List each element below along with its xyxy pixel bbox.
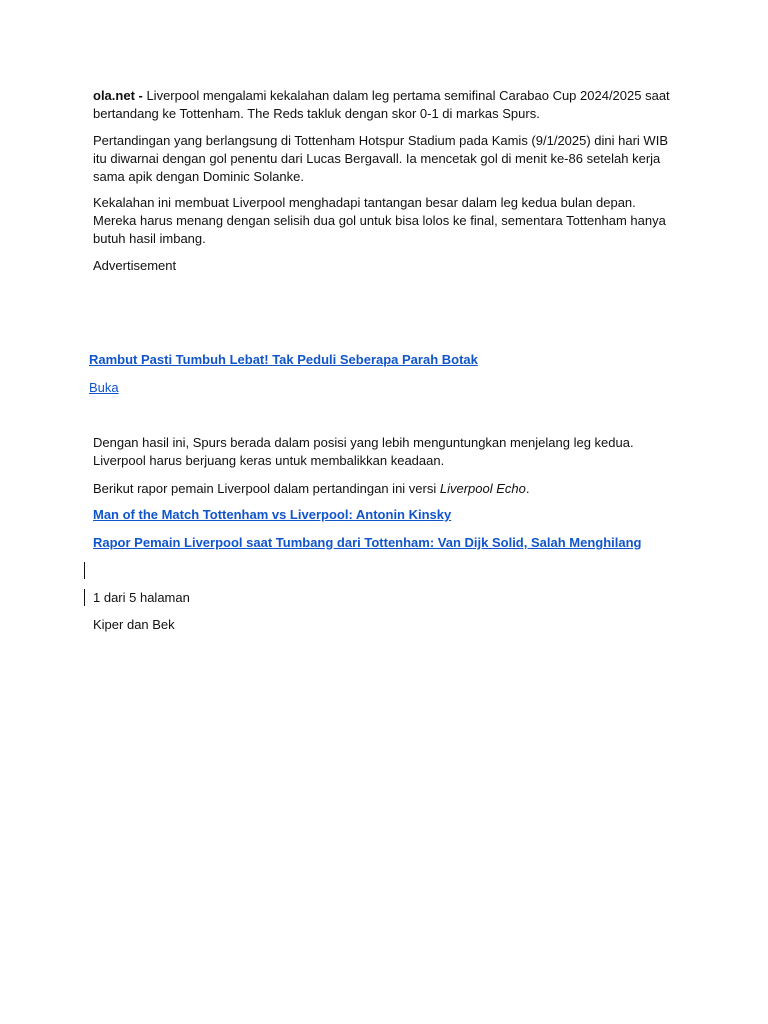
text-cursor-2 [84, 589, 85, 606]
ratings-intro-end: . [525, 481, 530, 496]
ad-title-text[interactable]: Rambut Pasti Tumbuh Lebat! Tak Peduli Seberapa Parah Botak [89, 352, 478, 367]
source-label: ola.net - [93, 88, 143, 103]
ad-title-link[interactable] [89, 352, 689, 367]
ad-open-link[interactable] [89, 380, 689, 395]
pagination-text: 1 dari 5 halaman [93, 590, 190, 605]
advertisement-label: Advertisement [93, 258, 177, 273]
related-link-1-text[interactable]: Man of the Match Tottenham vs Liverpool: Antonin Kinsky [93, 507, 452, 522]
consequence-paragraph: Kekalahan ini membuat Liverpool menghadapi tantangan besar dalam leg kedua bulan depan. Mereka harus menang dengan selisih dua gol untuk bisa lolos ke final, sementara Tottenham hanya butuh hasil imbang. [93, 195, 666, 246]
ratings-source: Liverpool Echo [439, 481, 526, 496]
position-paragraph: Dengan hasil ini, Spurs berada dalam posisi yang lebih menguntungkan menjelang leg kedua. Liverpool harus berjuang keras untuk membalikkan keadaan. [93, 435, 634, 468]
ratings-intro-text: Berikut rapor pemain Liverpool dalam pertandingan ini versi [93, 481, 440, 496]
ad-open-text[interactable]: Buka [89, 380, 119, 395]
match-detail-paragraph: Pertandingan yang berlangsung di Tottenham Hotspur Stadium pada Kamis (9/1/2025) dini hari WIB itu diwarnai dengan gol penentu dari Lucas Bergavall. Ia mencetak gol di menit ke-86 setelah kerja sama apik dengan Dominic Solanke. [93, 133, 668, 184]
related-link-2-text[interactable]: Rapor Pemain Liverpool saat Tumbang dari Tottenham: Van Dijk Solid, Salah Menghilang [93, 535, 642, 550]
text-cursor [84, 562, 85, 579]
related-link-2[interactable] [93, 534, 673, 552]
section-heading: Kiper dan Bek [93, 617, 175, 632]
ratings-intro-paragraph [93, 480, 673, 498]
intro-text: Liverpool mengalami kekalahan dalam leg pertama semifinal Carabao Cup 2024/2025 saat bertandang ke Tottenham. The Reds takluk dengan skor 0-1 di markas Spurs. [93, 88, 670, 121]
intro-paragraph [93, 87, 673, 123]
related-link-1[interactable] [93, 506, 673, 524]
